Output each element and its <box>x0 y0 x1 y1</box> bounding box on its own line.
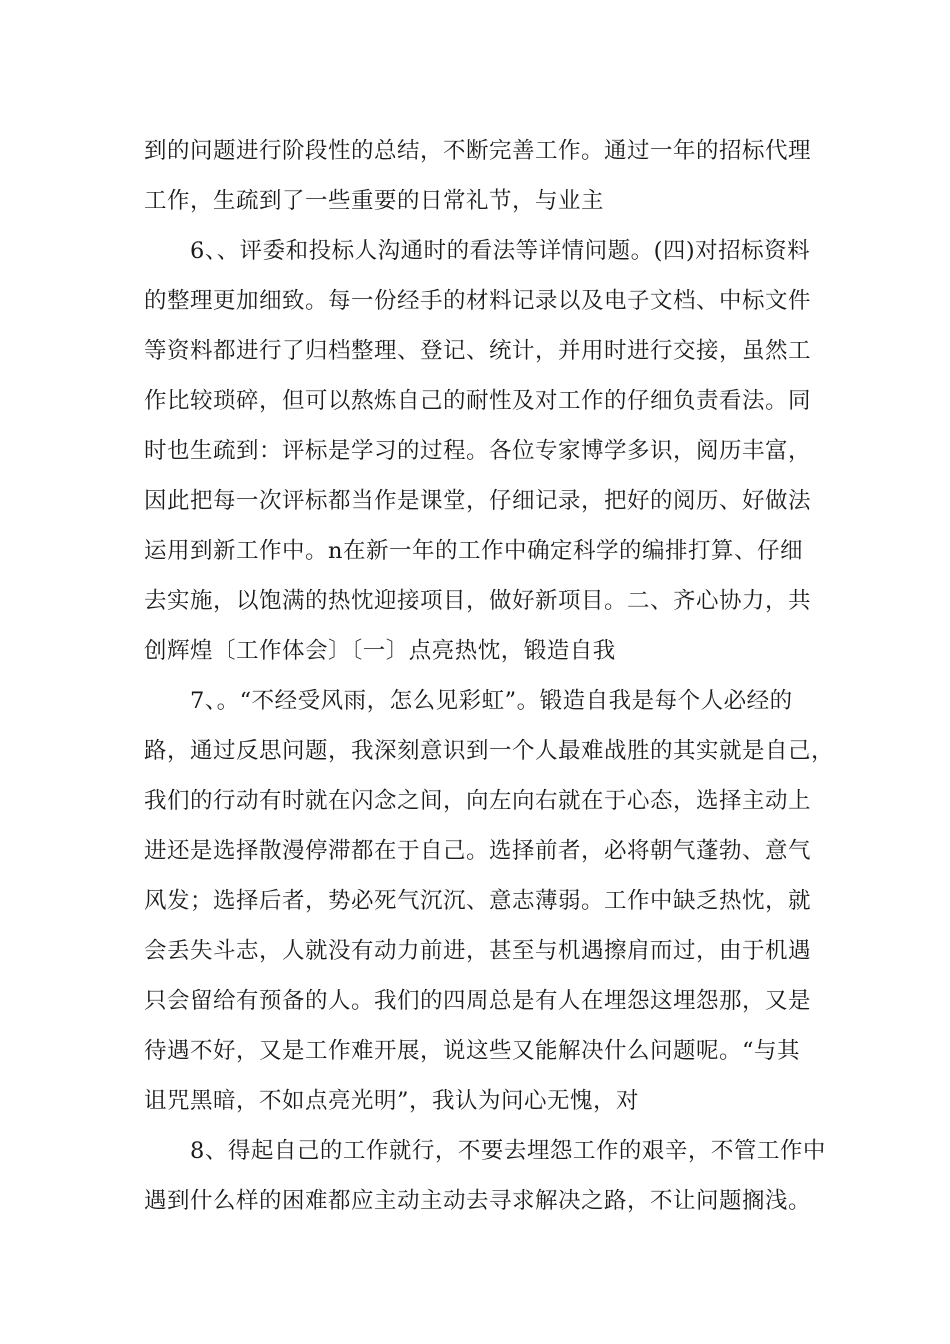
text-line-5: 等资料都进行了归档整理、登记、统计，并用时进行交接，虽然工 <box>144 338 812 364</box>
text-line-20: 诅咒黑暗，不如点亮光明”，我认为问心无愧，对 <box>144 1088 640 1114</box>
text-line-16: 风发；选择后者，势必死气沉沉、意志薄弱。工作中缺乏热忱，就 <box>144 888 812 914</box>
text-line-13: 路，通过反思问题，我深刻意识到一个人最难战胜的其实就是自己， <box>144 738 835 764</box>
paragraph-6-start: 6、、评委和投标人沟通时的看法等详情问题。(四)对招标资料 <box>190 238 811 264</box>
text-line-15: 进还是选择散漫停滞都在于自己。选择前者，必将朝气蓬勃、意气 <box>144 838 812 864</box>
text-line-6: 作比较琐碎，但可以熬炼自己的耐性及对工作的仔细负责看法。同 <box>144 388 812 414</box>
text-line-19: 待遇不好，又是工作难开展，说这些又能解决什么问题呢。“与其 <box>144 1038 801 1064</box>
text-line-7: 时也生疏到：评标是学习的过程。各位专家博学多识，阅历丰富， <box>144 438 812 464</box>
text-line-17: 会丢失斗志，人就没有动力前进，甚至与机遇擦肩而过，由于机遇 <box>144 938 812 964</box>
paragraph-8-start: 8、得起自己的工作就行，不要去埋怨工作的艰辛，不管工作中 <box>190 1138 826 1164</box>
text-line-8: 因此把每一次评标都当作是课堂，仔细记录，把好的阅历、好做法 <box>144 488 812 514</box>
text-line-22: 遇到什么样的困难都应主动主动去寻求解决之路，不让问题搁浅。 <box>144 1188 812 1214</box>
text-line-18: 只会留给有预备的人。我们的四周总是有人在埋怨这埋怨那，又是 <box>144 988 812 1014</box>
paragraph-7-start: 7、。“不经受风雨，怎么见彩虹”。锻造自我是每个人必经的 <box>190 688 793 714</box>
text-line-11: 创辉煌〔工作体会〕〔一〕点亮热忱，锻造自我 <box>144 638 616 664</box>
text-line-1: 到的问题进行阶段性的总结，不断完善工作。通过一年的招标代理 <box>144 138 812 164</box>
text-line-2: 工作，生疏到了一些重要的日常礼节，与业主 <box>144 188 605 214</box>
text-line-9: 运用到新工作中。n在新一年的工作中确定科学的编排打算、仔细 <box>144 538 803 564</box>
text-line-4: 的整理更加细致。每一份经手的材料记录以及电子文档、中标文件 <box>144 288 812 314</box>
text-line-10: 去实施，以饱满的热忱迎接项目，做好新项目。二、齐心协力，共 <box>144 588 812 614</box>
text-line-14: 我们的行动有时就在闪念之间，向左向右就在于心态，选择主动上 <box>144 788 812 814</box>
